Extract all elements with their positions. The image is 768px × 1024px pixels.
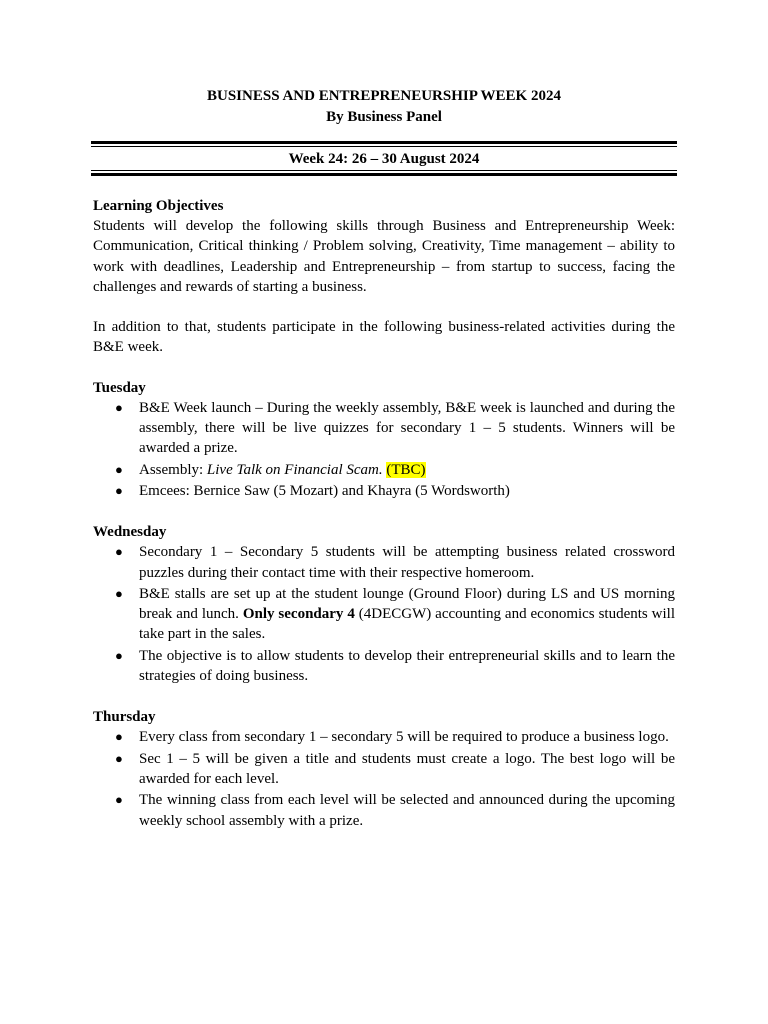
- wednesday-list: [93, 542, 675, 686]
- bullet-icon: ●: [115, 750, 123, 766]
- week-line: Week 24: 26 – 30 August 2024: [288, 151, 480, 167]
- list-item: ● Every class from secondary 1 – secondary 5 will be required to produce a business logo.: [93, 727, 675, 747]
- talk-title: Live Talk on Financial Scam.: [206, 461, 383, 478]
- list-item: ● B&E Week launch – During the weekly assembly, B&E week is launched and during the assembly, there will be live quizzes for secondary 1 – 5 students. Winners will be awarded a prize.: [115, 399, 675, 457]
- learning-objectives-heading: Learning Objectives: [93, 198, 224, 214]
- tbc-highlight: (TBC): [386, 461, 426, 478]
- tuesday-list: [93, 398, 675, 501]
- bullet-icon: ●: [115, 729, 123, 745]
- bullet-icon: ●: [115, 792, 123, 808]
- list-item: ● Sec 1 – 5 will be given a title and students must create a logo. The best logo will be awarded for each level.: [115, 750, 675, 787]
- list-item: ● Assembly: Live Talk on Financial Scam. (TBC): [93, 460, 675, 480]
- secondary-4-emphasis: Only secondary 4: [242, 606, 355, 623]
- wednesday-heading: Wednesday: [93, 524, 167, 541]
- wednesday-section: [93, 522, 675, 686]
- learning-objectives-paragraph: Students will develop the following skills through Business and Entrepreneurship Week: Communication, Critical thinking / Problem solving, Creativity, Time management – ability to work with deadlines, Leadership and Entrepreneurship – from startup to success, facing the challenges and rewards of starting a business.: [93, 218, 675, 295]
- document-subtitle: By Business Panel: [326, 109, 442, 125]
- list-item: ● The objective is to allow students to develop their entrepreneurial skills and to learn the strategies of doing business.: [115, 647, 675, 685]
- bullet-icon: ●: [115, 399, 123, 415]
- bullet-icon: ●: [115, 461, 123, 477]
- bullet-icon: ●: [115, 647, 123, 663]
- bullet-icon: ●: [115, 585, 123, 601]
- thursday-heading: Thursday: [93, 709, 156, 726]
- activities-intro-paragraph: In addition to that, students participate in the following business-related activities during the B&E week.: [93, 319, 675, 356]
- tuesday-section: [93, 378, 675, 501]
- bottom-double-rule: [91, 170, 677, 176]
- list-item: ● Emcees: Bernice Saw (5 Mozart) and Khayra (5 Wordsworth): [93, 481, 675, 501]
- document-page: [93, 86, 675, 832]
- week-banner: [91, 141, 677, 176]
- document-title: BUSINESS AND ENTREPRENEURSHIP WEEK 2024: [207, 88, 561, 104]
- tuesday-heading: Tuesday: [93, 379, 146, 396]
- list-item: ● Secondary 1 – Secondary 5 students will be attempting business related crossword puzzles during their contact time with their respective homeroom.: [115, 544, 675, 581]
- bullet-icon: ●: [115, 544, 123, 560]
- list-item: ● B&E stalls are set up at the student lounge (Ground Floor) during LS and US morning break and lunch. Only secondary 4 (4DECGW) accounting and economics students will take part in the sales.: [115, 585, 675, 643]
- list-item: ● The winning class from each level will be selected and announced during the upcoming weekly school assembly with a prize.: [115, 792, 675, 829]
- bullet-icon: ●: [115, 482, 123, 498]
- thursday-section: [93, 707, 675, 830]
- thursday-list: [93, 727, 675, 830]
- learning-objectives-section: [93, 196, 675, 297]
